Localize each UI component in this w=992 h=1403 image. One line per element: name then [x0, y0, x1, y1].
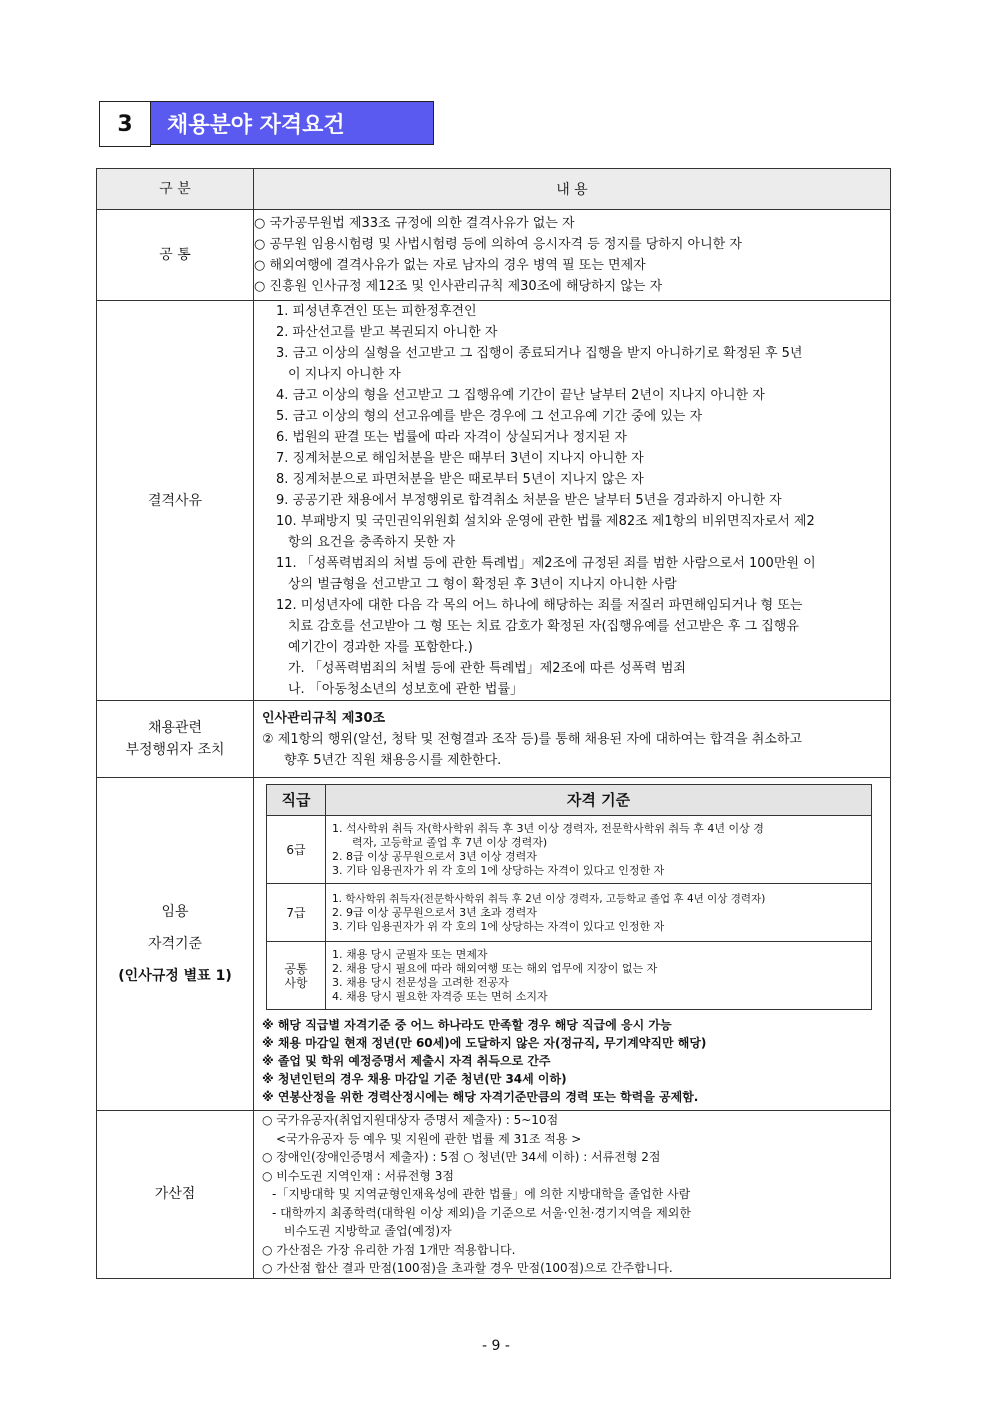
page-number: - 9 - [482, 1338, 510, 1354]
list-item: ○ 가산점 합산 결과 만점(100점)을 초과할 경우 만점(100점)으로 간주합니다. [262, 1261, 673, 1275]
criteria-line: 3. 채용 당시 전문성을 고려한 전공자 [332, 975, 509, 989]
rule-heading: 인사관리규칙 제30조 [262, 710, 386, 726]
criteria-line: 1. 석사학위 취득 자(학사학위 취득 후 3년 이상 경력자, 전문학사학위 취득 후 4년 이상 경 [332, 821, 764, 835]
grade-row [267, 942, 872, 1010]
grade-row [267, 816, 872, 884]
grade-criteria [326, 816, 872, 884]
content-appointment [254, 778, 891, 1111]
content-fraud [254, 701, 891, 778]
note: ※ 해당 직급별 자격기준 중 어느 하나라도 만족할 경우 해당 직급에 응시 가능 [262, 1018, 672, 1032]
list-item: 2. 파산선고를 받고 복권되지 아니한 자 [276, 325, 498, 340]
list-item: ○ 국가유공자(취업지원대상자 증명서 제출자) : 5~10점 [262, 1113, 559, 1127]
list-item: 상의 벌금형을 선고받고 그 형이 확정된 후 3년이 지나지 아니한 사람 [288, 577, 677, 592]
label-line: (인사규정 별표 1) [118, 968, 232, 984]
list-item: - 대학까지 최종학력(대학원 이상 제외)을 기준으로 서울·인천·경기지역을 제외한 [272, 1205, 691, 1220]
appointment-notes [254, 1016, 890, 1106]
list-item: 6. 법원의 판결 또는 법률에 따라 자격이 상실되거나 정지된 자 [276, 430, 627, 445]
grade-name-line: 사항 [284, 975, 308, 990]
list-item: 비수도권 지방학교 졸업(예정)자 [284, 1224, 452, 1238]
list-item: -「지방대학 및 지역균형인재육성에 관한 법률」에 의한 지방대학을 졸업한 사람 [272, 1187, 691, 1201]
criteria-line: 3. 기타 임용권자가 위 각 호의 1에 상당하는 자격이 있다고 인정한 자 [332, 919, 665, 933]
row-disqualification [97, 301, 891, 701]
header-category: 구 분 [97, 169, 254, 210]
list-item: ○ 비수도권 지역인재 : 서류전형 3점 [262, 1168, 454, 1183]
grade-header-rank: 직급 [267, 785, 326, 816]
rule-text: 향후 5년간 직원 채용응시를 제한한다. [284, 752, 502, 768]
list-item: 이 지나지 아니한 자 [288, 367, 401, 382]
row-appointment [97, 778, 891, 1111]
list-item: 12. 미성년자에 대한 다음 각 목의 어느 하나에 해당하는 죄를 저질러 파면해임되거나 형 또는 [276, 598, 803, 613]
row-bonus [97, 1111, 891, 1279]
grade-header-row [267, 785, 872, 816]
label-line: 채용관련 [147, 720, 203, 736]
content-common [254, 210, 891, 301]
label-fraud [97, 701, 254, 778]
criteria-line: 2. 8급 이상 공무원으로서 3년 이상 경력자 [332, 849, 537, 863]
criteria-line: 2. 채용 당시 필요에 따라 해외여행 또는 해외 업무에 지장이 없는 자 [332, 961, 658, 975]
list-item: 가. 「성폭력범죄의 처벌 등에 관한 특례법」제2조에 따른 성폭력 범죄 [288, 661, 686, 676]
label-line: 부정행위자 조치 [125, 742, 225, 758]
criteria-line: 력자, 고등학교 졸업 후 7년 이상 경력자) [352, 835, 548, 849]
criteria-line: 1. 채용 당시 군필자 또는 면제자 [332, 947, 488, 961]
criteria-line: 1. 학사학위 취득자(전문학사학위 취득 후 2년 이상 경력자, 고등학교 졸업 후 4년 이상 경력자) [332, 892, 766, 905]
section-title: 채용분야 자격요건 [151, 101, 434, 145]
row-common [97, 210, 891, 301]
list-item: 항의 요건을 충족하지 못한 자 [288, 535, 456, 550]
grade-row [267, 884, 872, 942]
grade-name: 6급 [267, 816, 326, 884]
grade-name: 7급 [267, 884, 326, 942]
list-item: <국가유공자 등 예우 및 지원에 관한 법률 제 31조 적용 > [276, 1131, 582, 1146]
grade-criteria [326, 942, 872, 1010]
label-appointment [97, 778, 254, 1111]
rule-text: ② 제1항의 행위(알선, 청탁 및 전형결과 조작 등)를 통해 채용된 자에 대하여는 합격을 취소하고 [262, 731, 803, 747]
grade-name-line: 공통 [284, 961, 308, 976]
list-item: ○ 장애인(장애인증명서 제출자) : 5점 ○ 청년(만 34세 이하) : 서류전형 2점 [262, 1150, 661, 1164]
list-item: ○ 가산점은 가장 유리한 가점 1개만 적용합니다. [262, 1242, 516, 1257]
list-item: ○ 국가공무원법 제33조 규정에 의한 결격사유가 없는 자 [254, 216, 575, 231]
requirements-table [96, 168, 891, 1279]
grade-name [267, 942, 326, 1010]
label-bonus: 가산점 [97, 1111, 254, 1279]
list-item: ○ 해외여행에 결격사유가 없는 자로 남자의 경우 병역 필 또는 면제자 [254, 258, 646, 273]
list-item: 11. 「성폭력범죄의 처벌 등에 관한 특례법」제2조에 규정된 죄를 범한 사람으로서 100만원 이 [276, 556, 816, 571]
list-item: 3. 금고 이상의 실형을 선고받고 그 집행이 종료되거나 집행을 받지 아니하기로 확정된 후 5년 [276, 346, 803, 361]
label-common: 공 통 [97, 210, 254, 301]
list-item: 8. 징계처분으로 파면처분을 받은 때로부터 5년이 지나지 않은 자 [276, 472, 644, 487]
list-item: ○ 공무원 임용시험령 및 사법시험령 등에 의하여 응시자격 등 정지를 당하지 아니한 자 [254, 237, 742, 252]
criteria-line: 3. 기타 임용권자가 위 각 호의 1에 상당하는 자격이 있다고 인정한 자 [332, 863, 665, 877]
list-item: 7. 징계처분으로 해임처분을 받은 때부터 3년이 지나지 아니한 자 [276, 451, 644, 466]
label-disqualification: 결격사유 [97, 301, 254, 701]
criteria-line: 4. 채용 당시 필요한 자격증 또는 면허 소지자 [332, 989, 548, 1003]
list-item: 4. 금고 이상의 형을 선고받고 그 집행유예 기간이 끝난 날부터 2년이 지나지 아니한 자 [276, 388, 765, 403]
note: ※ 청년인턴의 경우 채용 마감일 기준 청년(만 34세 이하) [262, 1072, 567, 1086]
note: ※ 졸업 및 학위 예정증명서 제출시 자격 취득으로 간주 [262, 1054, 551, 1068]
list-item: 9. 공공기관 채용에서 부정행위로 합격취소 처분을 받은 날부터 5년을 경과하지 아니한 자 [276, 493, 782, 508]
content-bonus [254, 1111, 891, 1279]
label-line: 자격기준 [147, 936, 203, 952]
criteria-line: 2. 9급 이상 공무원으로서 3년 초과 경력자 [332, 905, 537, 919]
list-item: 10. 부패방지 및 국민권익위원회 설치와 운영에 관한 법률 제82조 제1항의 비위면직자로서 제2 [276, 514, 815, 529]
label-line: 임용 [161, 904, 189, 920]
grade-table [266, 784, 872, 1010]
list-item: ○ 진흥원 인사규정 제12조 및 인사관리규칙 제30조에 해당하지 않는 자 [254, 279, 663, 294]
table-header-row [97, 169, 891, 210]
list-item: 1. 피성년후견인 또는 피한정후견인 [276, 304, 477, 319]
list-item: 5. 금고 이상의 형의 선고유예를 받은 경우에 그 선고유예 기간 중에 있는 자 [276, 409, 703, 424]
section-number: 3 [99, 101, 151, 147]
list-item: 나. 「아동청소년의 성보호에 관한 법률」 [288, 682, 524, 697]
content-disqualification [254, 301, 891, 701]
grade-header-criteria: 자격 기준 [326, 785, 872, 816]
grade-criteria [326, 884, 872, 942]
note: ※ 채용 마감일 현재 정년(만 60세)에 도달하지 않은 자(정규직, 무기계약직만 해당) [262, 1036, 707, 1050]
list-item: 예기간이 경과한 자를 포함한다.) [288, 640, 473, 655]
row-fraud [97, 701, 891, 778]
section-heading [99, 101, 434, 147]
note: ※ 연봉산정을 위한 경력산정시에는 해당 자격기준만큼의 경력 또는 학력을 공제함. [262, 1090, 699, 1104]
header-content: 내 용 [254, 169, 891, 210]
list-item: 치료 감호를 선고받아 그 형 또는 치료 감호가 확정된 자(집행유예를 선고받은 후 그 집행유 [288, 619, 799, 634]
